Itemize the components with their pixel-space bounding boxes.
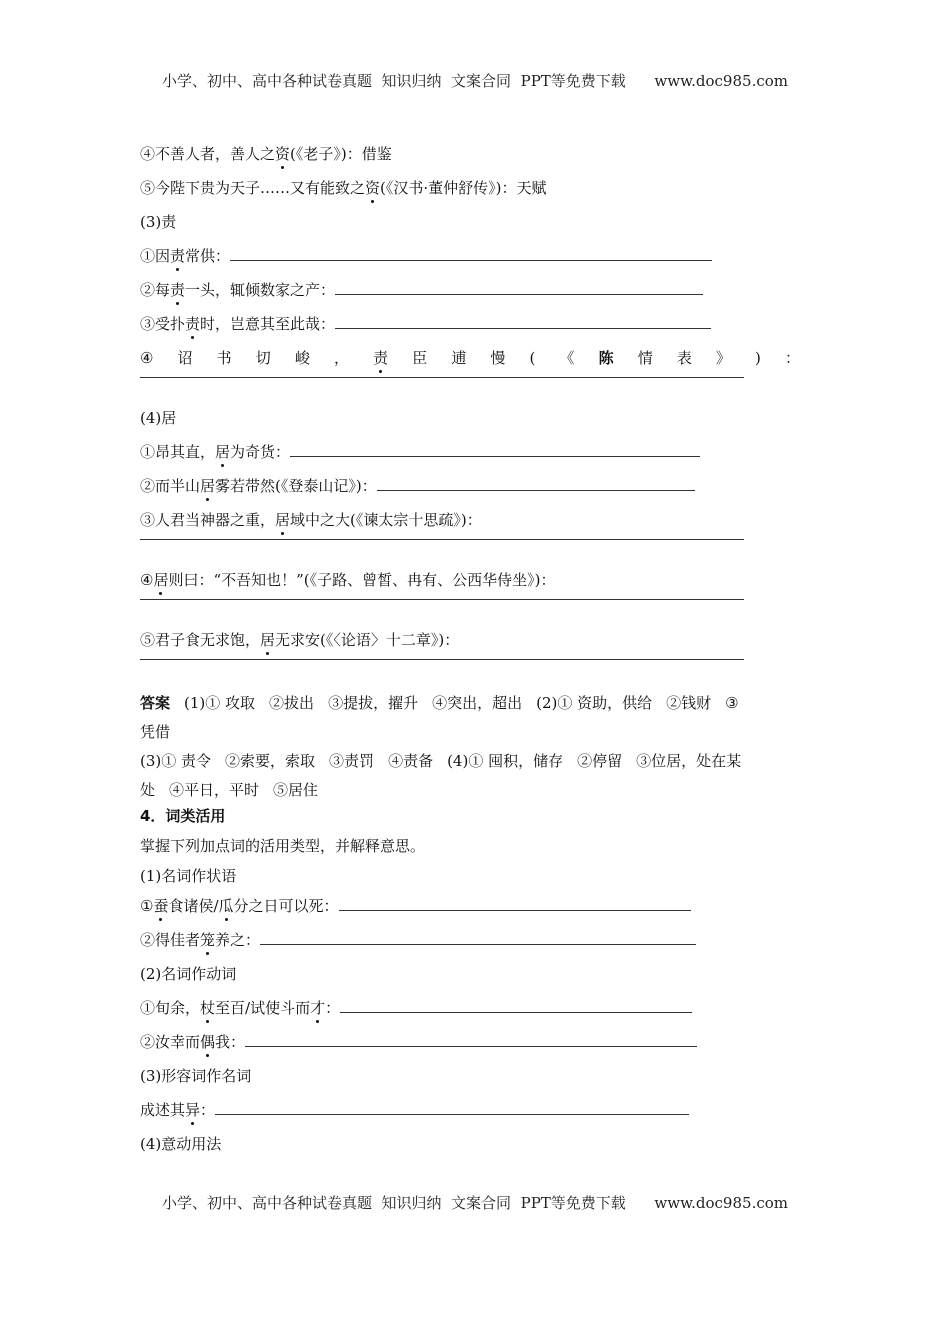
answer-line-4: 处 ④平日，平时 ⑤居住 [140, 781, 319, 799]
answer-blank[interactable] [335, 314, 711, 329]
ju-item-2: ②而半山居雾若带然(《登泰山记》)： [140, 475, 812, 509]
ze-item-1: ①因责常供： [140, 245, 812, 279]
dotted-char: 居 [215, 443, 231, 461]
section-4-title: 4．词类活用 [140, 807, 226, 825]
answer-blank[interactable] [245, 1032, 697, 1047]
ju-item-3: ③人君当神器之重，居域中之大(《谏太宗十思疏》)： [140, 511, 482, 529]
s1-item-2: ②得佳者笼养之： [140, 929, 812, 963]
dotted-char: 居 [260, 631, 276, 649]
ju-item-5: ⑤君子食无求饱，居无求安(《〈论语〉十二章》)： [140, 631, 460, 649]
ze-item-3: ③受扑责时，岂意其至此哉： [140, 313, 812, 347]
ju-item-5-rule[interactable] [140, 659, 812, 689]
dotted-char: 居 [153, 571, 169, 589]
s2-title: (2)名词作动词 [140, 965, 237, 983]
ze-title: (3)责 [140, 213, 177, 231]
answer-block [140, 689, 812, 805]
answer-blank[interactable] [140, 377, 744, 378]
dotted-char: 杖 [200, 999, 216, 1017]
answer-blank[interactable] [215, 1100, 689, 1115]
dotted-char: 瓜 [218, 897, 234, 915]
answer-blank[interactable] [340, 998, 692, 1013]
s2-item-1: ①旬余，杖至百/试使斗而才： [140, 997, 812, 1031]
ju-item-3-rule[interactable] [140, 539, 812, 569]
answer-label: 答案 [140, 694, 171, 712]
dotted-char: 居 [200, 477, 216, 495]
dotted-char: 异 [185, 1101, 201, 1119]
section-4-intro: 掌握下列加点词的活用类型，并解释意思。 [140, 837, 426, 855]
dotted-char: 资 [365, 179, 381, 197]
s1-title: (1)名词作状语 [140, 867, 237, 885]
s3-item-1: 成述其异： [140, 1099, 812, 1133]
answer-blank[interactable] [290, 442, 700, 457]
ze-item-4 [140, 347, 812, 381]
ju-item-4-rule[interactable] [140, 599, 812, 629]
answer-blank[interactable] [339, 896, 691, 911]
answer-blank[interactable] [140, 599, 744, 600]
answer-blank[interactable] [140, 539, 744, 540]
s2-item-2: ②汝幸而偶我： [140, 1031, 812, 1065]
dotted-char: 才 [310, 999, 326, 1017]
answer-blank[interactable] [377, 476, 695, 491]
answer-line-3: (3)① 责令 ②索要，索取 ③责罚 ④责备 (4)① 囤积，储存 ②停留 ③位居，处在某 [140, 752, 742, 770]
answer-line-1: 答案 (1)① 攻取 ②拔出 ③提拔，擢升 ④突出，超出 (2)① 资助，供给 ②钱财 ③ [140, 694, 739, 712]
zi-item-4: ④不善人者，善人之资(《老子》)：借鉴 [140, 145, 392, 163]
dotted-char: 责 [185, 315, 201, 333]
ju-item-4: ④居则曰：“不吾知也！”(《子路、曾皙、冉有、公西华侍坐》)： [140, 571, 556, 589]
answer-blank[interactable] [140, 659, 744, 660]
dotted-char: 资 [275, 145, 291, 163]
ju-title: (4)居 [140, 409, 177, 427]
dotted-char: 偶 [200, 1033, 216, 1051]
ze-item-4-spread: ④ 诏 书 切 峻 ， 责 臣 逋 慢 ( 《 陈 情 表 》 ) ： [140, 349, 800, 367]
answer-blank[interactable] [260, 930, 696, 945]
dotted-char: 笼 [200, 931, 216, 949]
page-footer: 小学、初中、高中各种试卷真题 知识归纳 文案合同 PPT等免费下载 www.doc985.com [161, 1194, 788, 1212]
s3-title: (3)形容词作名词 [140, 1067, 252, 1085]
s1-item-1: ①蚕食诸侯/瓜分之日可以死： [140, 895, 812, 929]
dotted-char: 蚕 [153, 897, 169, 915]
dotted-char: 责 [170, 247, 186, 265]
document-body [140, 143, 812, 1167]
answer-blank[interactable] [335, 280, 703, 295]
s4-title: (4)意动用法 [140, 1135, 222, 1153]
ju-item-1: ①昂其直，居为奇货： [140, 441, 812, 475]
ze-item-2: ②每责一头，辄倾数家之产： [140, 279, 812, 313]
page-header: 小学、初中、高中各种试卷真题 知识归纳 文案合同 PPT等免费下载 www.doc985.com [161, 72, 788, 90]
dotted-char: 责 [170, 281, 186, 299]
answer-line-2: 凭借 [140, 723, 171, 741]
ze-item-4-rule[interactable] [140, 377, 812, 407]
answer-blank[interactable] [230, 246, 712, 261]
dotted-char: 居 [275, 511, 291, 529]
zi-item-5: ⑤今陛下贵为天子……又有能致之资(《汉书·董仲舒传》)：天赋 [140, 179, 547, 197]
dotted-char: 责 [373, 349, 389, 367]
